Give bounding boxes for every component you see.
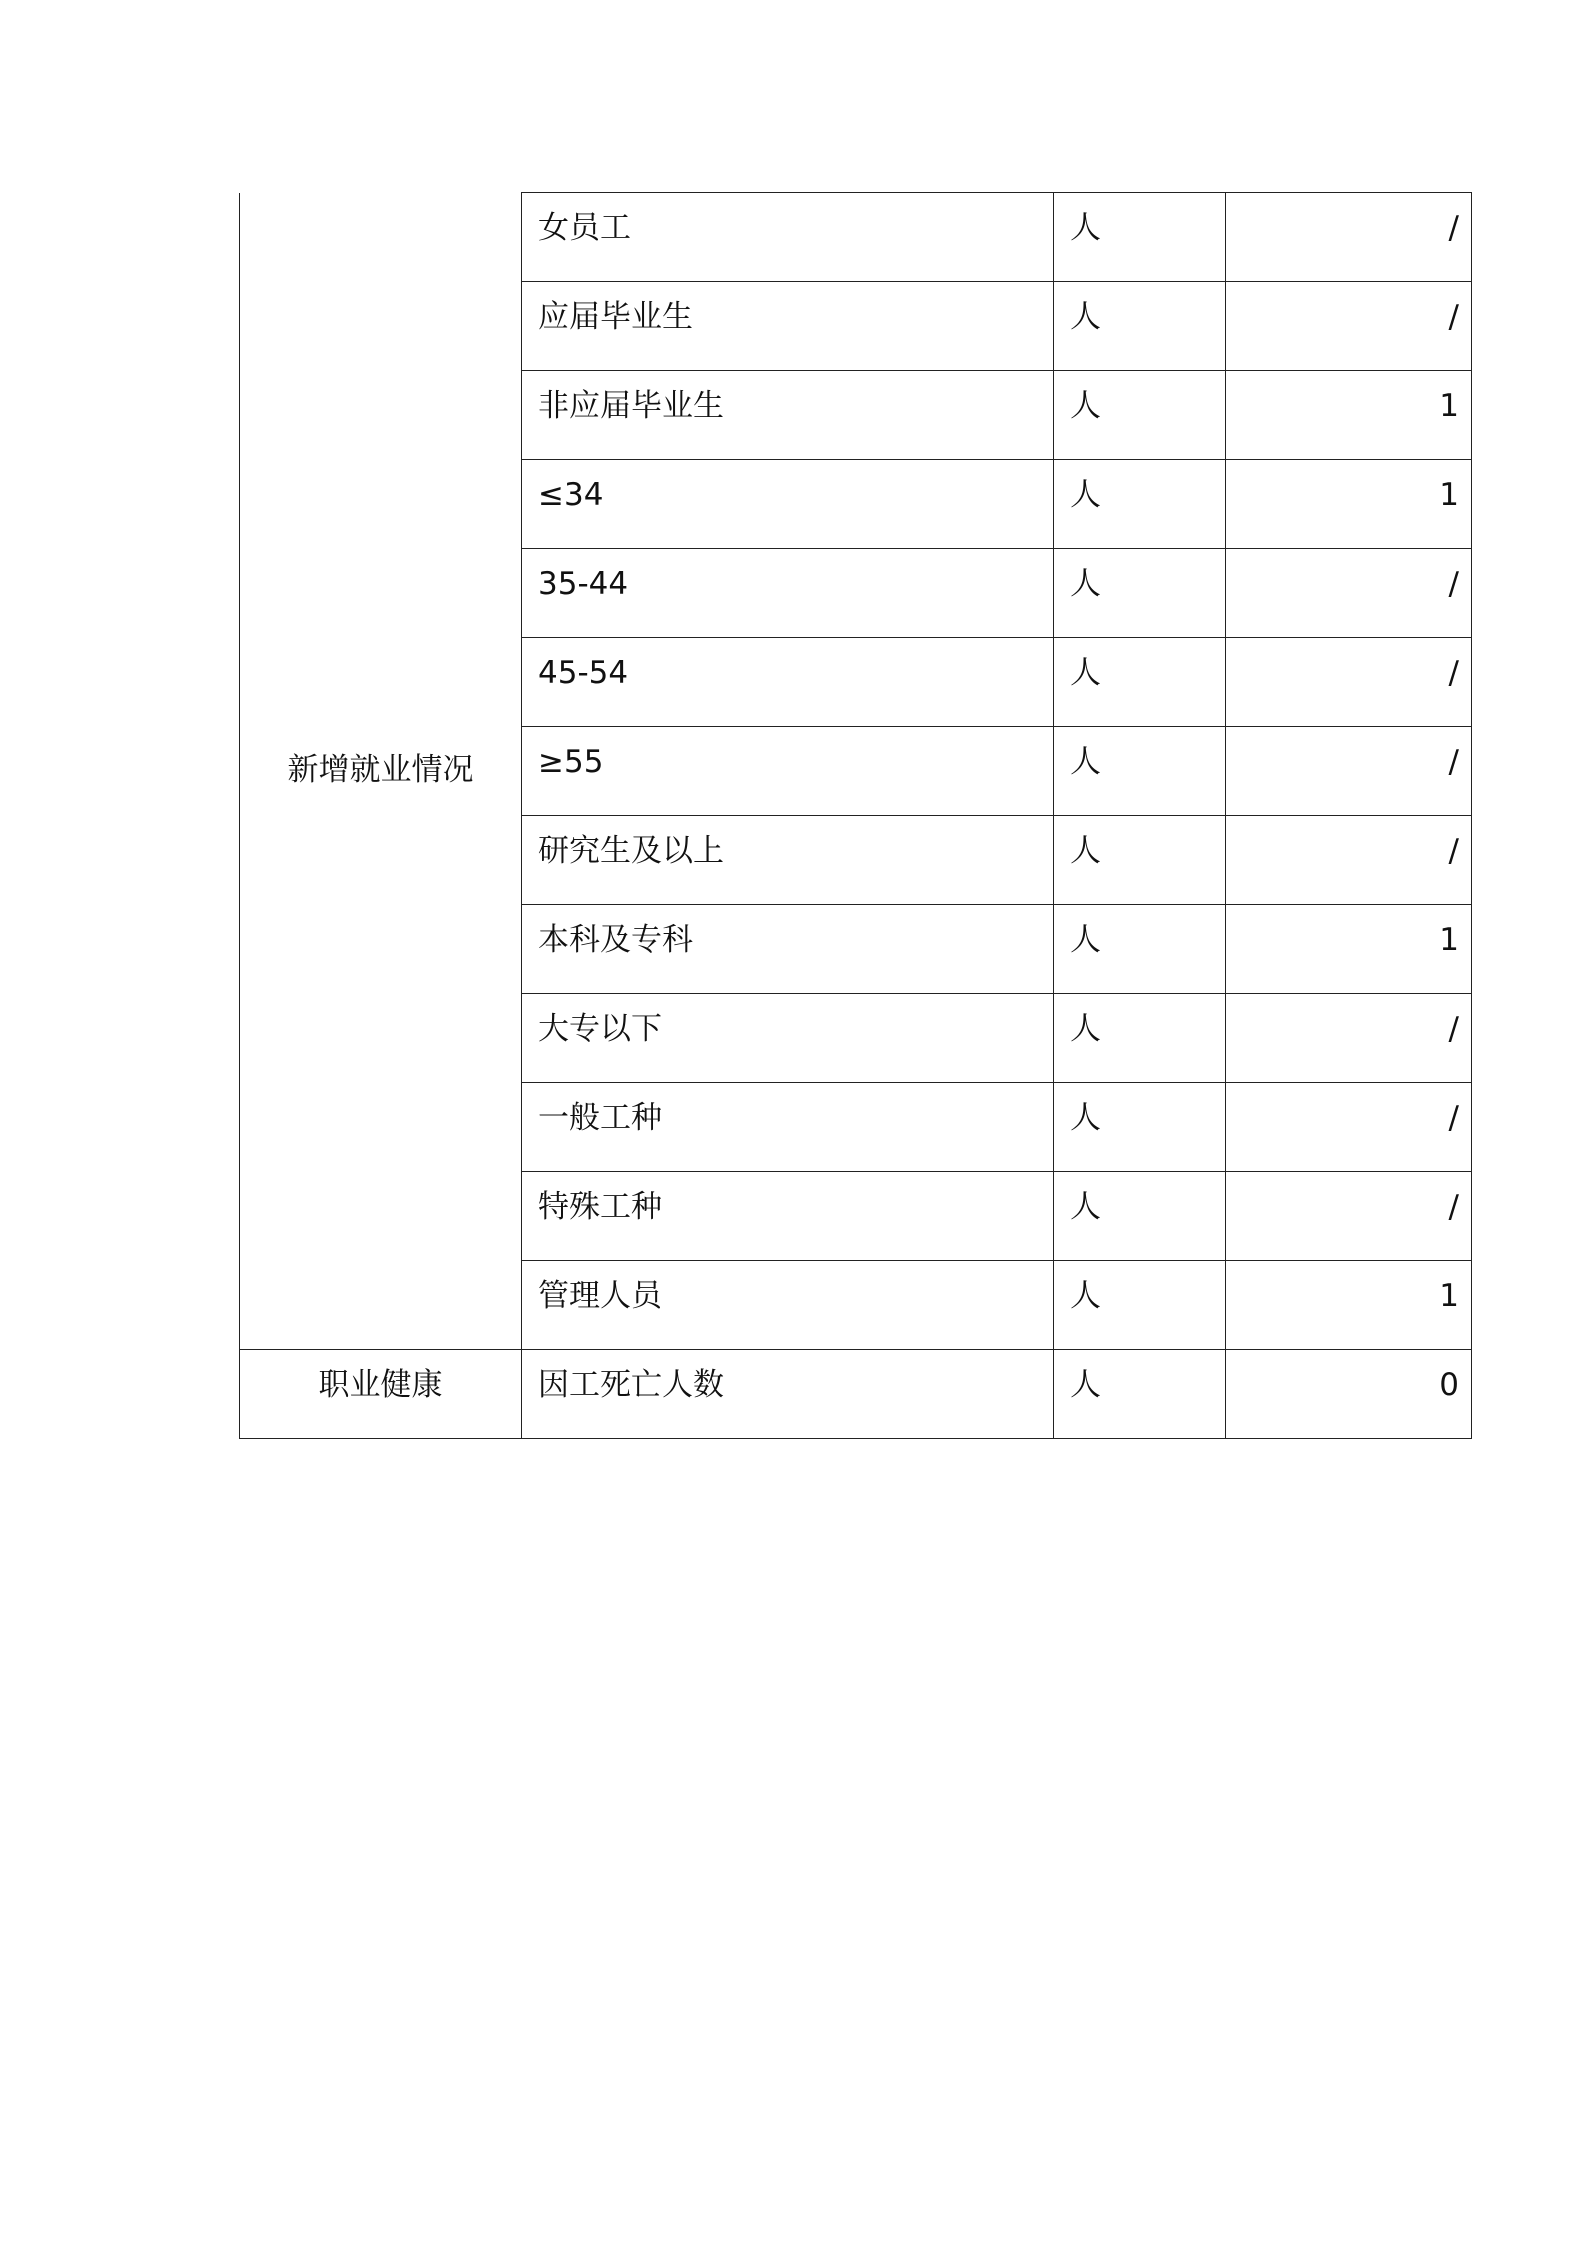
value-cell	[1226, 1350, 1472, 1439]
value-label: 1	[1439, 922, 1459, 958]
item-cell	[522, 282, 1054, 371]
value-cell	[1226, 905, 1472, 994]
value-cell	[1226, 638, 1472, 727]
unit-label: 人	[1070, 1278, 1101, 1314]
value-cell	[1226, 816, 1472, 905]
item-cell	[522, 460, 1054, 549]
value-cell	[1226, 994, 1472, 1083]
unit-label: 人	[1070, 1011, 1101, 1047]
value-label: /	[1448, 210, 1459, 246]
item-label: ≥55	[538, 744, 604, 780]
item-label: 管理人员	[538, 1278, 662, 1314]
value-label: /	[1448, 1011, 1459, 1047]
item-label: 非应届毕业生	[538, 388, 724, 424]
value-cell	[1226, 727, 1472, 816]
value-label: 1	[1439, 388, 1459, 424]
item-cell	[522, 816, 1054, 905]
item-cell	[522, 549, 1054, 638]
item-label: 大专以下	[538, 1011, 662, 1047]
unit-label: 人	[1070, 299, 1101, 335]
item-cell	[522, 1083, 1054, 1172]
unit-label: 人	[1070, 1100, 1101, 1136]
unit-label: 人	[1070, 744, 1101, 780]
table-row	[240, 1350, 1472, 1439]
unit-cell	[1054, 816, 1226, 905]
unit-cell	[1054, 460, 1226, 549]
value-cell	[1226, 371, 1472, 460]
unit-cell	[1054, 905, 1226, 994]
item-cell	[522, 905, 1054, 994]
item-cell	[522, 994, 1054, 1083]
category-label: 新增就业情况	[287, 752, 474, 789]
item-cell	[522, 1350, 1054, 1439]
unit-cell	[1054, 549, 1226, 638]
item-cell	[522, 638, 1054, 727]
unit-cell	[1054, 1350, 1226, 1439]
unit-label: 人	[1070, 566, 1101, 602]
value-label: /	[1448, 1100, 1459, 1136]
item-label: 研究生及以上	[538, 833, 724, 869]
unit-cell	[1054, 994, 1226, 1083]
item-label: 女员工	[538, 210, 631, 246]
value-label: /	[1448, 1189, 1459, 1225]
category-cell-occupational-health	[240, 1350, 522, 1439]
unit-label: 人	[1070, 833, 1101, 869]
unit-cell	[1054, 638, 1226, 727]
category-cell-new-employment	[240, 193, 522, 1350]
item-label: 应届毕业生	[538, 299, 693, 335]
unit-label: 人	[1070, 1189, 1101, 1225]
item-label: 因工死亡人数	[538, 1367, 724, 1403]
unit-label: 人	[1070, 388, 1101, 424]
value-label: /	[1448, 299, 1459, 335]
unit-cell	[1054, 727, 1226, 816]
value-label: 0	[1439, 1367, 1459, 1403]
value-label: 1	[1439, 477, 1459, 513]
value-label: /	[1448, 833, 1459, 869]
item-cell	[522, 1172, 1054, 1261]
value-label: 1	[1439, 1278, 1459, 1314]
employment-data-table	[239, 192, 1472, 1439]
item-cell	[522, 727, 1054, 816]
unit-label: 人	[1070, 922, 1101, 958]
unit-cell	[1054, 1261, 1226, 1350]
unit-label: 人	[1070, 210, 1101, 246]
unit-cell	[1054, 282, 1226, 371]
item-label: 一般工种	[538, 1100, 662, 1136]
unit-cell	[1054, 371, 1226, 460]
item-label: 45-54	[538, 655, 629, 691]
unit-label: 人	[1070, 477, 1101, 513]
value-cell	[1226, 549, 1472, 638]
employment-table-body	[240, 193, 1472, 1439]
value-cell	[1226, 460, 1472, 549]
value-label: /	[1448, 744, 1459, 780]
table-row	[240, 193, 1472, 282]
unit-label: 人	[1070, 655, 1101, 691]
unit-cell	[1054, 1083, 1226, 1172]
item-label: 35-44	[538, 566, 629, 602]
item-cell	[522, 371, 1054, 460]
item-cell	[522, 1261, 1054, 1350]
item-label: 本科及专科	[538, 922, 693, 958]
value-cell	[1226, 1261, 1472, 1350]
value-label: /	[1448, 566, 1459, 602]
item-label: 特殊工种	[538, 1189, 662, 1225]
value-cell	[1226, 1083, 1472, 1172]
unit-label: 人	[1070, 1367, 1101, 1403]
item-cell	[522, 193, 1054, 282]
value-cell	[1226, 282, 1472, 371]
category-label: 职业健康	[318, 1367, 443, 1403]
value-cell	[1226, 193, 1472, 282]
unit-cell	[1054, 1172, 1226, 1261]
value-cell	[1226, 1172, 1472, 1261]
value-label: /	[1448, 655, 1459, 691]
item-label: ≤34	[538, 477, 604, 513]
unit-cell	[1054, 193, 1226, 282]
